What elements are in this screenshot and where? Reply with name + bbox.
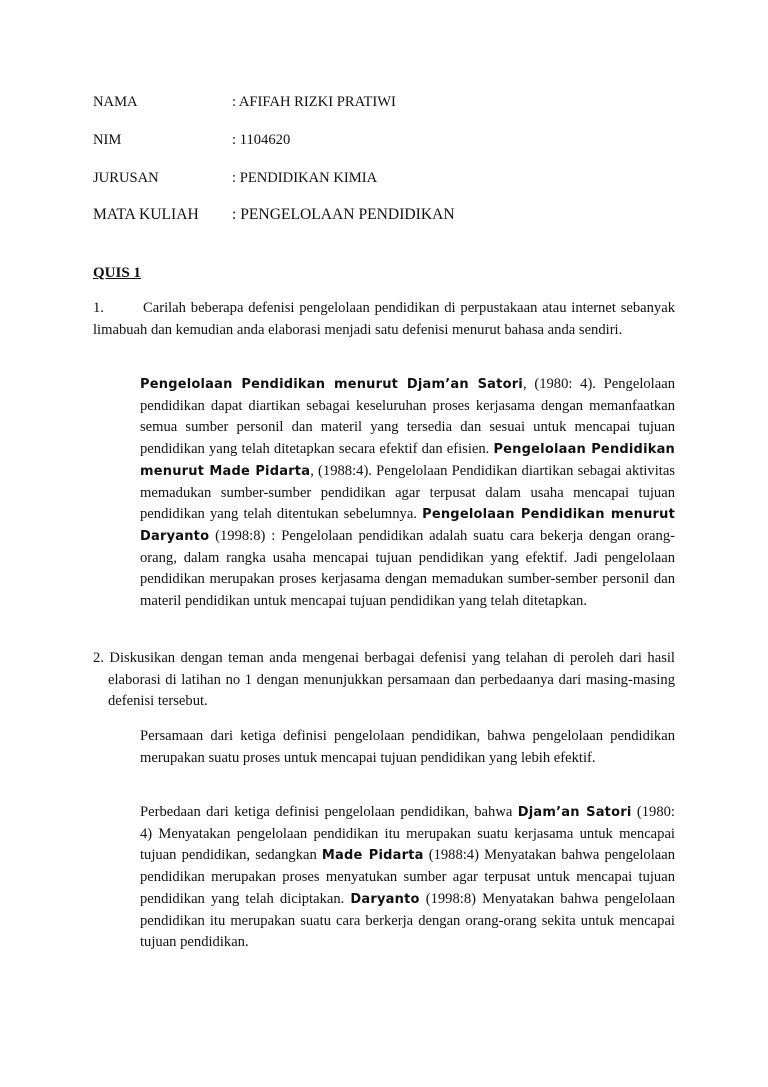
author-daryanto: Daryanto bbox=[350, 891, 420, 907]
definition-text: (1998:8) : Pengelolaan pendidikan adalah suatu cara bekerja dengan orang-orang, dalam rangka usaha mencapai tujuan pendidikan yang efektif. Jadi pengelolaan pendidikan merupakan proses kerjasama dengan memadukan sumber-sember personil dan materil pendidikan untuk mencapai tujuan pendidikan yang telah ditetapkan. bbox=[140, 527, 675, 610]
definition-text: , (1988:4). Pengelolaan Pendidikan diartikan sebagai aktivitas memadukan sumber-sumber pendidikan agar terpusat dalam usaha mencapai tujuan pendidikan yang telah ditentukan sebelumnya. bbox=[140, 462, 675, 523]
header-value: : PENGELOLAAN PENDIDIKAN bbox=[232, 206, 455, 223]
question-number: 1. bbox=[93, 300, 104, 316]
question-2 bbox=[93, 648, 675, 713]
header-label: NAMA bbox=[93, 94, 138, 110]
difference-text: Perbedaan dari ketiga definisi pengelolaan pendidikan, bahwa bbox=[140, 804, 518, 820]
question-1 bbox=[93, 298, 675, 341]
header-label: JURUSAN bbox=[93, 170, 159, 186]
header-row-nama bbox=[93, 92, 396, 112]
header-value: : AFIFAH RIZKI PRATIWI bbox=[232, 94, 396, 110]
definition-text: , (1980: 4). Pengelolaan pendidikan dapat diartikan sebagai keseluruhan proses kerjasama dengan memanfaatkan semua sumber personil dan materil yang tersedia dan sesuai untuk mencapai tujuan pendidikan yang telah ditetapkan secara efektif dan efisien. bbox=[140, 376, 675, 458]
quiz-title: QUIS 1 bbox=[93, 265, 141, 281]
difference-text: (1980: 4) Menyatakan pengelolaan pendidikan itu merupakan suatu kerjasama untuk mencapai tujuan pendidikan, sedangkan bbox=[140, 804, 675, 864]
author-satori: Djam’an Satori bbox=[517, 805, 632, 820]
definition-source-satori: Pengelolaan Pendidikan menurut Djam’an Satori bbox=[140, 377, 523, 392]
difference-text: (1998:8) Menyatakan bahwa pengelolaan pendidikan itu merupakan suatu cara berkerja dengan orang-orang sekita untuk mencapai tujuan pendidikan. bbox=[140, 890, 675, 951]
question-text: Diskusikan dengan teman anda mengenai berbagai defenisi yang telahan di peroleh dari hasil elaborasi di latihan no 1 dengan menunjukkan persamaan dan perbedaanya dari masing-masing defenisi tersebut. bbox=[108, 650, 675, 710]
answer-2-difference bbox=[140, 802, 675, 954]
author-pidarta: Made Pidarta bbox=[321, 848, 424, 864]
difference-text: (1988:4) Menyatakan bahwa pengelolaan pendidikan merupakan proses menyatukan sumber agar terpusat untuk mencapai tujuan pendidikan yang telah diciptakan. bbox=[140, 847, 676, 907]
answer-2-similarity: Persamaan dari ketiga definisi pengelolaan pendidikan, bahwa pengelolaan pendidikan merupakan suatu proses untuk mencapai tujuan pendidikan yang lebih efektif. bbox=[140, 728, 675, 766]
definition-source-pidarta: Pengelolaan Pendidikan menurut Made Pidarta bbox=[140, 442, 675, 479]
header-row-jurusan bbox=[93, 168, 377, 188]
header-row-nim bbox=[93, 130, 290, 150]
answer-1 bbox=[140, 374, 675, 613]
header-label: MATA KULIAH bbox=[93, 206, 199, 223]
question-number: 2. bbox=[93, 650, 104, 666]
question-text: Carilah beberapa defenisi pengelolaan pendidikan di perpustakaan atau internet sebanyak limabuah dan kemudian anda elaborasi menjadi satu defenisi menurut bahasa anda sendiri. bbox=[93, 300, 675, 338]
definition-source-daryanto: Pengelolaan Pendidikan menurut Daryanto bbox=[140, 507, 676, 544]
header-value: : PENDIDIKAN KIMIA bbox=[232, 170, 378, 186]
header-label: NIM bbox=[93, 132, 122, 148]
header-row-mata-kuliah bbox=[93, 205, 455, 225]
header-value: : 1104620 bbox=[232, 132, 291, 148]
